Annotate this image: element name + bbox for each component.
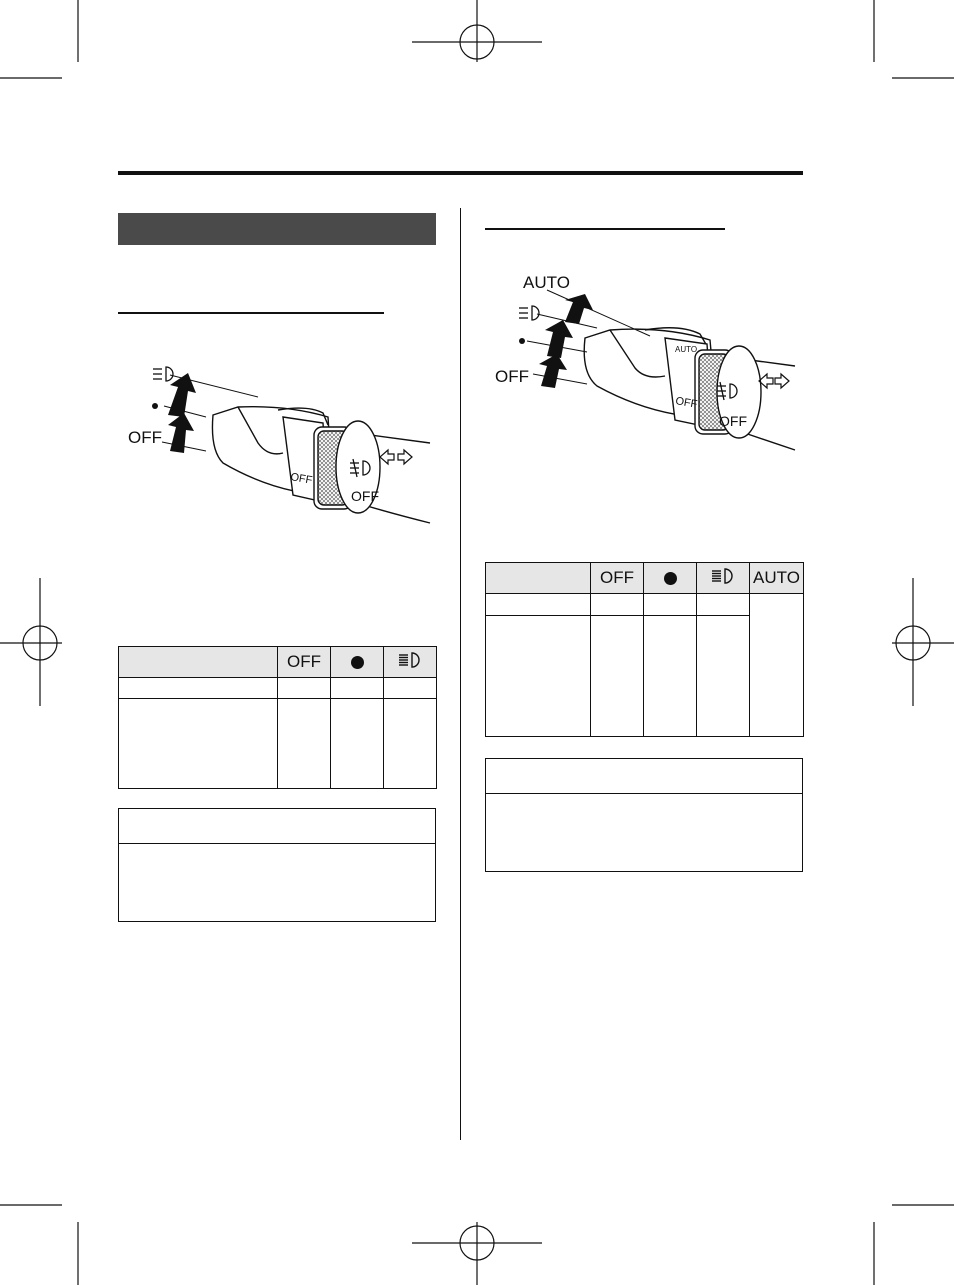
auto-small-label: AUTO: [675, 345, 698, 354]
right-switch-table: [485, 562, 804, 737]
table-header-parking: [644, 563, 697, 594]
table-header-off: OFF: [278, 647, 331, 678]
off-label: OFF: [128, 428, 162, 447]
table-cell: [644, 616, 697, 737]
left-note-box: [118, 808, 436, 922]
table-cell: [278, 678, 331, 699]
parking-dot-icon: [519, 338, 525, 344]
table-cell: [591, 594, 644, 616]
table-header-headlight: [384, 647, 437, 678]
section-heading-bar: [118, 213, 436, 245]
right-note-box: [485, 758, 803, 872]
header-rule: [118, 171, 803, 175]
table-cell: [697, 616, 750, 737]
parking-dot-icon: [152, 403, 158, 409]
parking-dot-icon: [664, 572, 677, 585]
off-small-label: OFF: [289, 471, 314, 487]
turn-signal-icon: [380, 450, 412, 464]
auto-label: AUTO: [523, 273, 570, 292]
table-cell: [278, 699, 331, 789]
parking-dot-icon: [351, 656, 364, 669]
table-cell: [750, 594, 804, 737]
column-divider: [460, 208, 461, 1140]
headlight-icon: [519, 306, 539, 320]
auto-headlight-switch-illustration: [485, 268, 803, 458]
table-cell: [486, 616, 591, 737]
table-cell: [331, 699, 384, 789]
off-ring-label: OFF: [719, 413, 747, 429]
table-cell: [331, 678, 384, 699]
table-cell: [697, 594, 750, 616]
left-subheading-rule: [118, 312, 384, 314]
headlight-switch-illustration: [118, 355, 436, 530]
table-cell: [486, 594, 591, 616]
table-header-off: OFF: [591, 563, 644, 594]
headlight-icon: [153, 367, 173, 381]
table-cell: [644, 594, 697, 616]
right-subheading-rule: [485, 228, 725, 230]
off-ring-label: OFF: [351, 488, 379, 504]
note-box-divider: [486, 793, 802, 794]
table-header-cell: [119, 647, 278, 678]
headlight-icon: [709, 567, 737, 585]
table-cell: [591, 616, 644, 737]
off-label: OFF: [495, 367, 529, 386]
table-header-parking: [331, 647, 384, 678]
table-cell: [384, 678, 437, 699]
table-cell: [384, 699, 437, 789]
table-cell: [119, 678, 278, 699]
turn-signal-icon: [759, 374, 789, 388]
table-header-auto: AUTO: [750, 563, 804, 594]
table-cell: [119, 699, 278, 789]
left-switch-table: [118, 646, 437, 789]
table-header-headlight: [697, 563, 750, 594]
note-box-divider: [119, 843, 435, 844]
headlight-icon: [396, 651, 424, 669]
table-header-cell: [486, 563, 591, 594]
off-small-label: OFF: [674, 395, 699, 411]
